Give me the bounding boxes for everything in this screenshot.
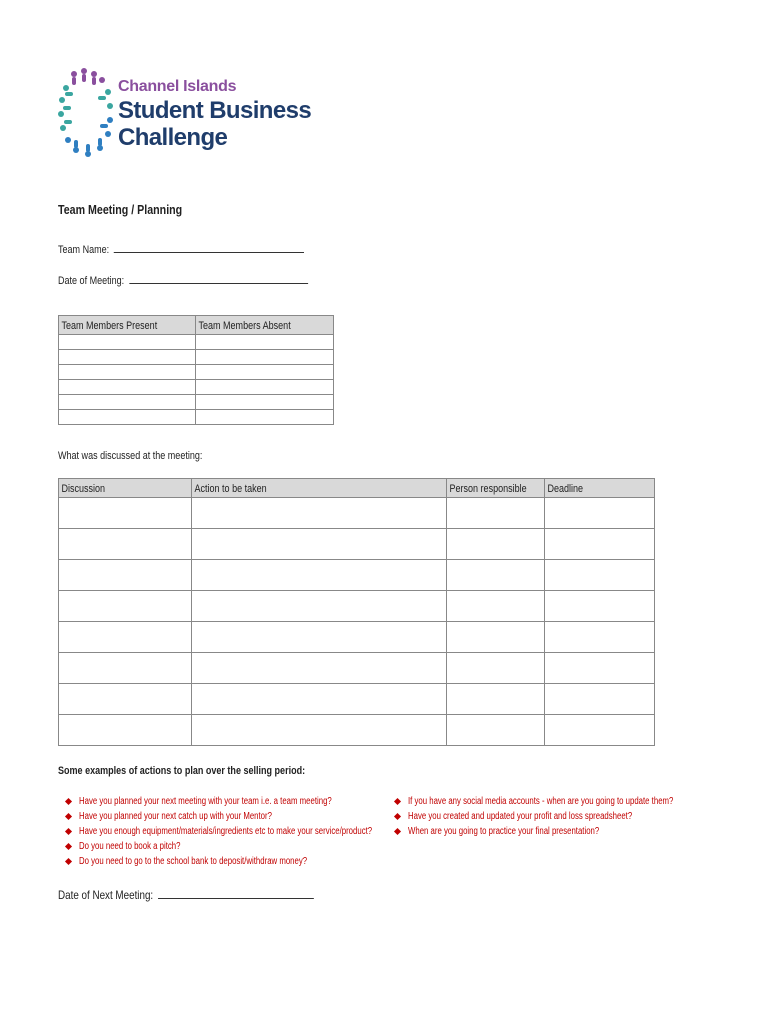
discussed-label: What was discussed at the meeting: — [58, 450, 203, 462]
table-cell[interactable] — [447, 653, 545, 684]
actions-header-action: Action to be taken — [192, 479, 447, 498]
next-meeting-input-line[interactable] — [158, 887, 314, 899]
table-cell[interactable] — [192, 591, 447, 622]
logo — [58, 68, 312, 163]
table-cell[interactable] — [59, 529, 192, 560]
actions-header-person: Person responsible — [447, 479, 545, 498]
actions-header-deadline: Deadline — [545, 479, 655, 498]
table-row — [59, 498, 655, 529]
team-name-label: Team Name: — [58, 244, 110, 256]
logo-text-channel-islands: Channel Islands — [118, 78, 237, 95]
table-row — [59, 380, 334, 395]
bullet-diamond-icon — [65, 813, 72, 820]
table-cell[interactable] — [545, 529, 655, 560]
list-item: Have you planned your next meeting with your team i.e. a team meeting? — [66, 796, 366, 811]
table-row — [59, 653, 655, 684]
logo-text-student-business: Student Business — [118, 97, 312, 124]
page-title: Team Meeting / Planning — [58, 202, 183, 217]
table-cell[interactable] — [59, 684, 192, 715]
team-name-field[interactable] — [58, 242, 304, 256]
table-cell[interactable] — [545, 653, 655, 684]
team-name-input-line[interactable] — [114, 242, 304, 253]
table-cell[interactable] — [196, 395, 334, 410]
list-item: Have you created and updated your profit and loss spreadsheet? — [395, 811, 695, 826]
table-cell[interactable] — [192, 653, 447, 684]
table-cell[interactable] — [447, 684, 545, 715]
bullet-diamond-icon — [65, 798, 72, 805]
table-cell[interactable] — [447, 715, 545, 746]
table-cell[interactable] — [59, 715, 192, 746]
table-cell[interactable] — [59, 498, 192, 529]
table-row — [59, 560, 655, 591]
members-header-absent: Team Members Absent — [196, 316, 334, 335]
examples-list-left — [66, 796, 373, 871]
table-cell[interactable] — [196, 335, 334, 350]
table-cell[interactable] — [545, 591, 655, 622]
logo-text-challenge: Challenge — [118, 124, 228, 151]
table-row — [59, 715, 655, 746]
table-row — [59, 622, 655, 653]
bullet-diamond-icon — [394, 828, 401, 835]
table-cell[interactable] — [59, 380, 196, 395]
examples-title: Some examples of actions to plan over the selling period: — [58, 765, 306, 777]
table-cell[interactable] — [545, 498, 655, 529]
table-row — [59, 410, 334, 425]
table-cell[interactable] — [447, 591, 545, 622]
table-cell[interactable] — [196, 365, 334, 380]
date-of-meeting-field[interactable] — [58, 273, 308, 287]
bullet-diamond-icon — [394, 798, 401, 805]
table-cell[interactable] — [545, 715, 655, 746]
table-row — [59, 335, 334, 350]
table-row — [59, 591, 655, 622]
list-item: Do you need to go to the school bank to deposit/withdraw money? — [66, 856, 366, 871]
members-header-present: Team Members Present — [59, 316, 196, 335]
table-cell[interactable] — [59, 335, 196, 350]
bullet-diamond-icon — [65, 843, 72, 850]
table-row — [59, 365, 334, 380]
table-cell[interactable] — [59, 591, 192, 622]
bullet-diamond-icon — [394, 813, 401, 820]
table-cell[interactable] — [192, 529, 447, 560]
table-cell[interactable] — [545, 622, 655, 653]
table-cell[interactable] — [59, 395, 196, 410]
table-cell[interactable] — [59, 560, 192, 591]
table-row — [59, 350, 334, 365]
table-cell[interactable] — [59, 653, 192, 684]
table-cell[interactable] — [192, 622, 447, 653]
table-cell[interactable] — [545, 684, 655, 715]
actions-table — [58, 478, 655, 746]
table-cell[interactable] — [59, 350, 196, 365]
table-cell[interactable] — [59, 410, 196, 425]
date-of-meeting-input-line[interactable] — [129, 273, 308, 284]
logo-ring-icon — [58, 68, 114, 163]
actions-header-discussion: Discussion — [59, 479, 192, 498]
table-cell[interactable] — [545, 560, 655, 591]
table-cell[interactable] — [447, 622, 545, 653]
date-of-meeting-label: Date of Meeting: — [58, 275, 125, 287]
bullet-diamond-icon — [65, 828, 72, 835]
table-cell[interactable] — [59, 365, 196, 380]
examples-list-right — [395, 796, 695, 841]
table-cell[interactable] — [196, 410, 334, 425]
list-item: When are you going to practice your final presentation? — [395, 826, 695, 841]
bullet-diamond-icon — [65, 858, 72, 865]
table-cell[interactable] — [447, 560, 545, 591]
table-row — [59, 684, 655, 715]
table-cell[interactable] — [192, 684, 447, 715]
table-cell[interactable] — [192, 560, 447, 591]
table-row — [59, 529, 655, 560]
next-meeting-field[interactable] — [58, 887, 314, 902]
table-cell[interactable] — [192, 498, 447, 529]
table-cell[interactable] — [196, 380, 334, 395]
list-item: If you have any social media accounts - when are you going to update them? — [395, 796, 695, 811]
table-cell[interactable] — [59, 622, 192, 653]
table-cell[interactable] — [192, 715, 447, 746]
list-item: Have you enough equipment/materials/ingredients etc to make your service/product? — [66, 826, 366, 841]
table-cell[interactable] — [447, 498, 545, 529]
table-row — [59, 395, 334, 410]
list-item: Have you planned your next catch up with your Mentor? — [66, 811, 366, 826]
table-cell[interactable] — [196, 350, 334, 365]
next-meeting-label: Date of Next Meeting: — [58, 888, 154, 902]
list-item: Do you need to book a pitch? — [66, 841, 366, 856]
table-cell[interactable] — [447, 529, 545, 560]
team-members-table — [58, 315, 334, 425]
